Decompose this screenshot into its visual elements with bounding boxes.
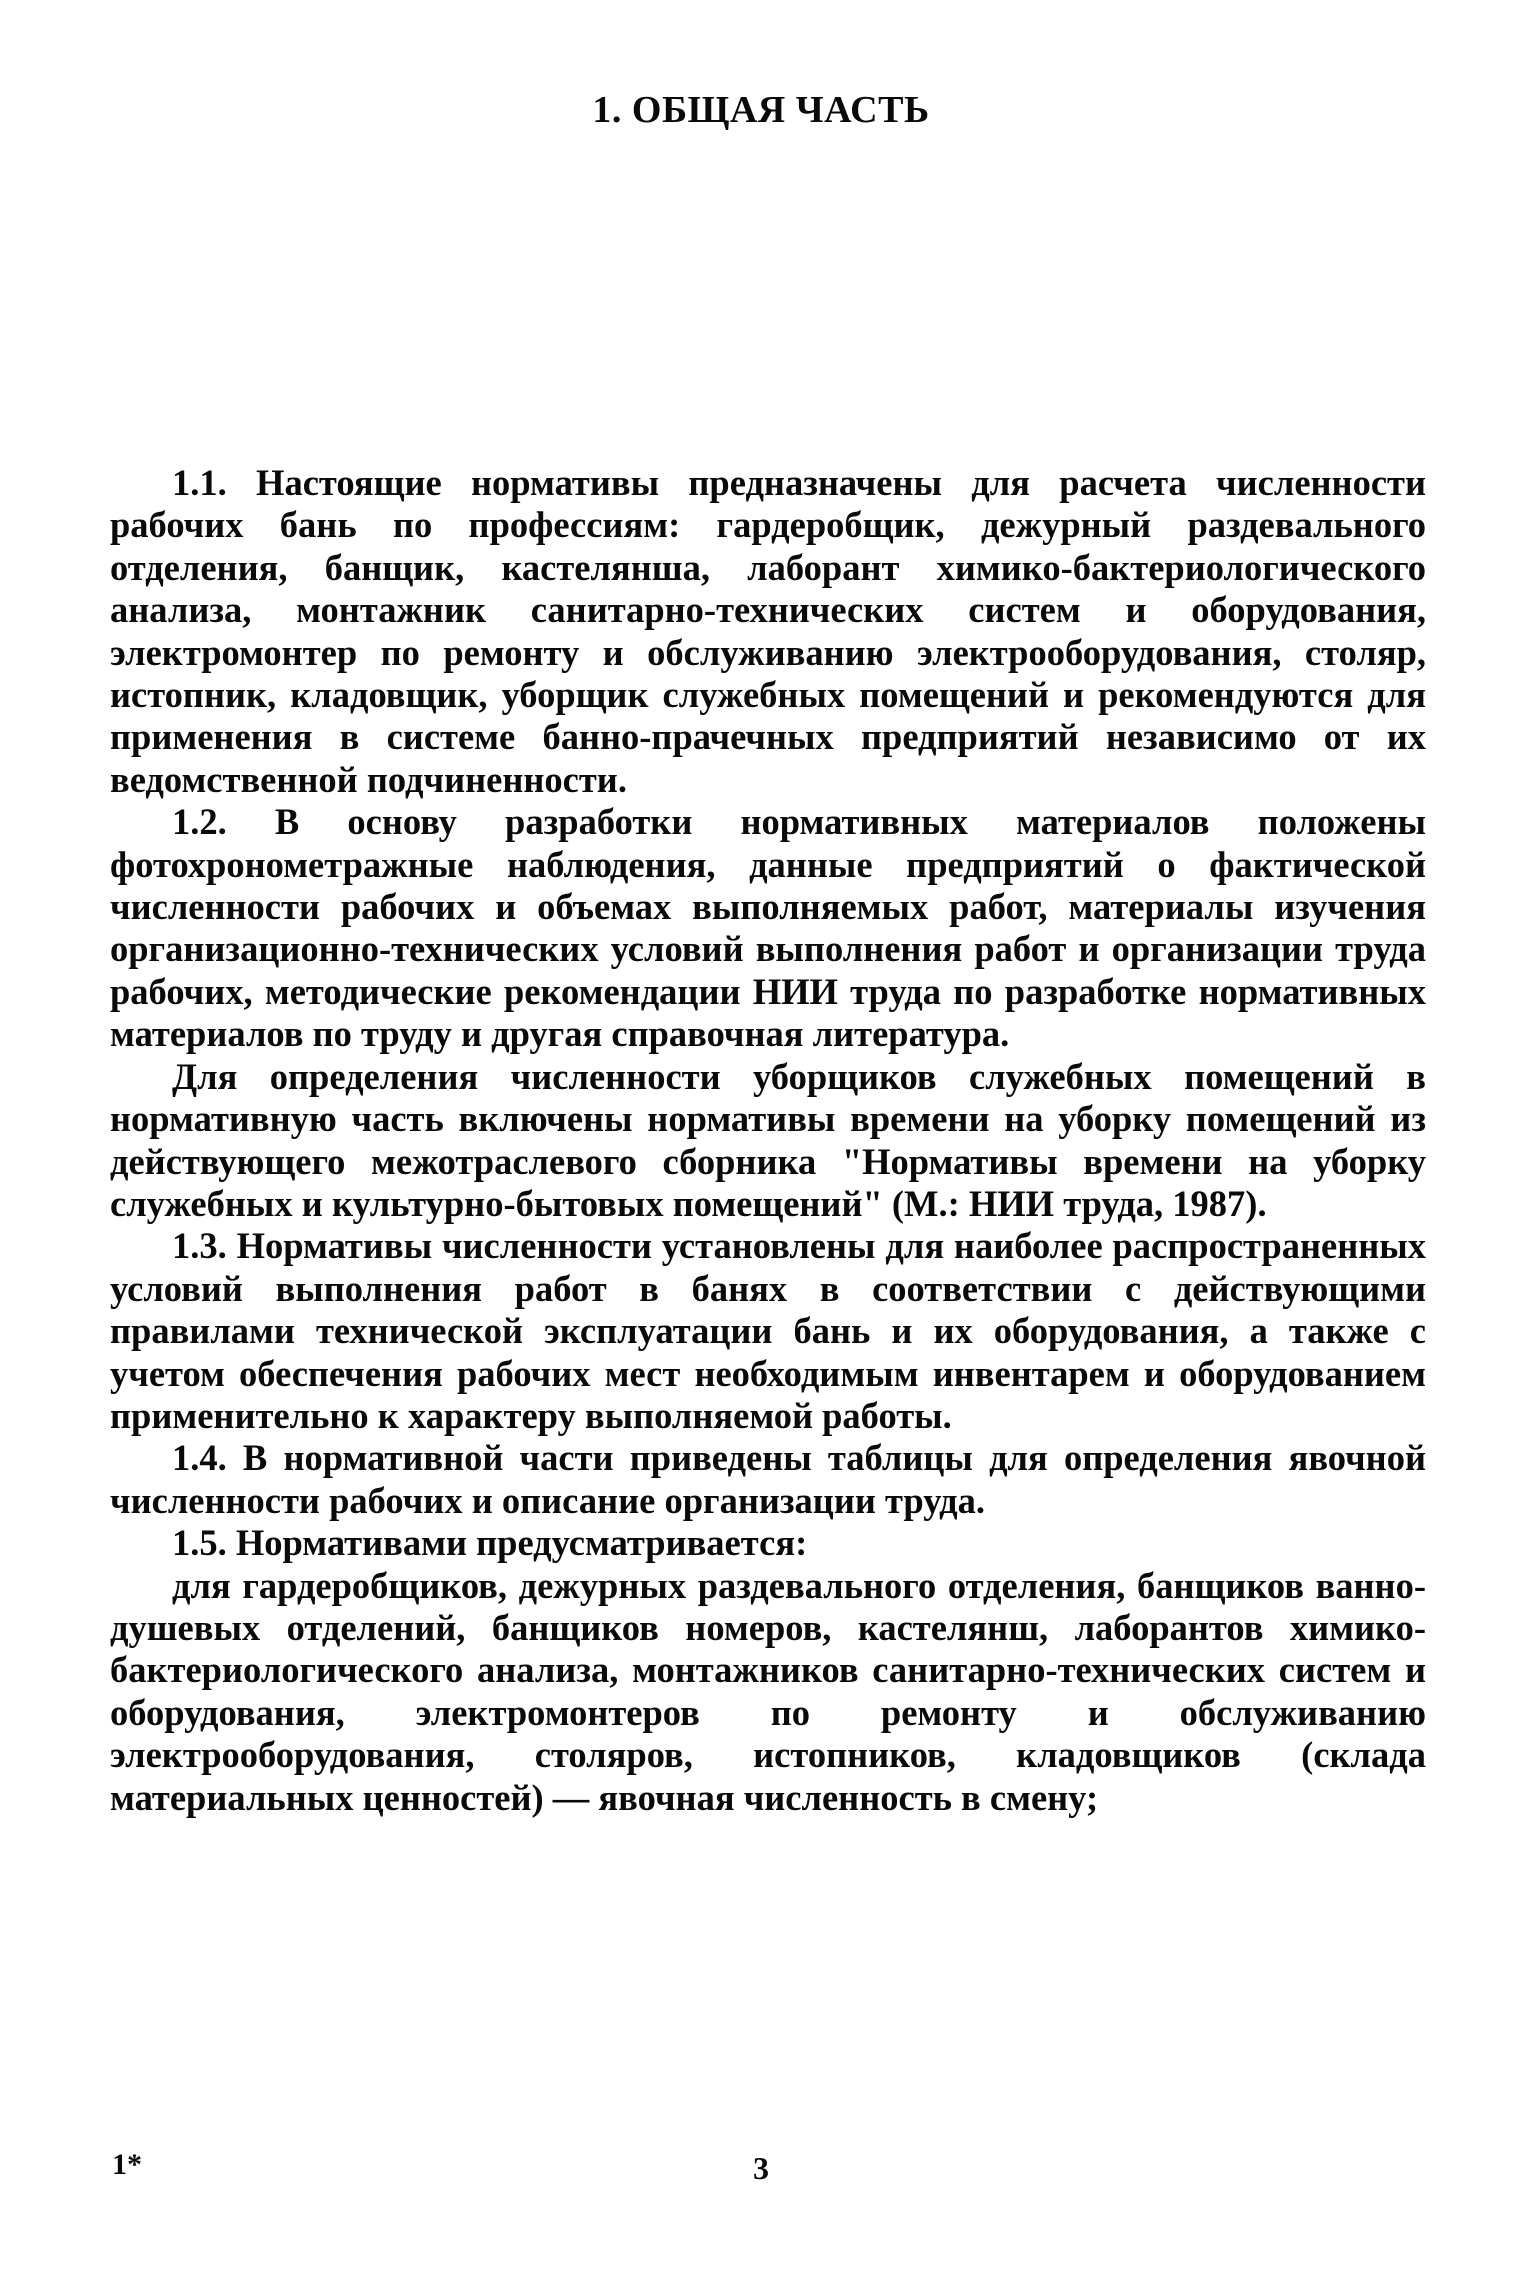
section-heading: 1. ОБЩАЯ ЧАСТЬ (592, 89, 930, 131)
paragraph-1-2: 1.2. В основу разработки нормативных материалов положены фотохронометражные наблюдения, данные предприятий о фактической численности рабочих и объемах выполняемых работ, материалы изучения организационно-технических условий выполнения работ и организации труда рабочих, методические рекомендации НИИ труда по разработке нормативных материалов по труду и другая справочная литература. (110, 801, 1426, 1055)
page-number: 3 (753, 2150, 769, 2186)
paragraph-1-4: 1.4. В нормативной части приведены таблицы для определения явочной численности рабочих и описание организации труда. (110, 1437, 1426, 1521)
signature-mark: 1* (112, 2148, 142, 2181)
paragraph-1-3: 1.3. Нормативы численности установлены для наиболее распространенных условий выполнения работ в банях в соответствии с действующими правилами технической эксплуатации бань и их оборудования, а также с учетом обеспечения рабочих мест необходимым инвентарем и оборудованием применительно к характеру выполняемой работы. (110, 1225, 1426, 1436)
paragraph-1-5: 1.5. Нормативами предусматривается: (172, 1522, 808, 1564)
paragraph-1-5-list: для гардеробщиков, дежурных раздевального отделения, банщиков ванно-душевых отделений, банщиков номеров, кастелянш, лаборантов химико-бактериологического анализа, монтажников санитарно-технических систем и оборудования, электромонтеров по ремонту и обслуживанию электрооборудования, столяров, истопников, кладовщиков (склада материальных ценностей) — явочная численность в смену; (110, 1564, 1426, 1818)
body-text (110, 462, 1426, 1819)
paragraph-1-1: 1.1. Настоящие нормативы предназначены для расчета численности рабочих бань по профессиям: гардеробщик, дежурный раздевального отделения, банщик, кастелянша, лаборант химико-бактериологического анализа, монтажник санитарно-технических систем и оборудования, электромонтер по ремонту и обслуживанию электрооборудования, столяр, истопник, кладовщик, уборщик служебных помещений и рекомендуются для применения в системе банно-прачечных предприятий независимо от их ведомственной подчиненности. (110, 462, 1426, 800)
paragraph-1-2-cleaners: Для определения численности уборщиков служебных помещений в нормативную часть включены нормативы времени на уборку помещений из действующего межотраслевого сборника "Нормативы времени на уборку служебных и культурно-бытовых помещений" (М.: НИИ труда, 1987). (110, 1055, 1426, 1224)
